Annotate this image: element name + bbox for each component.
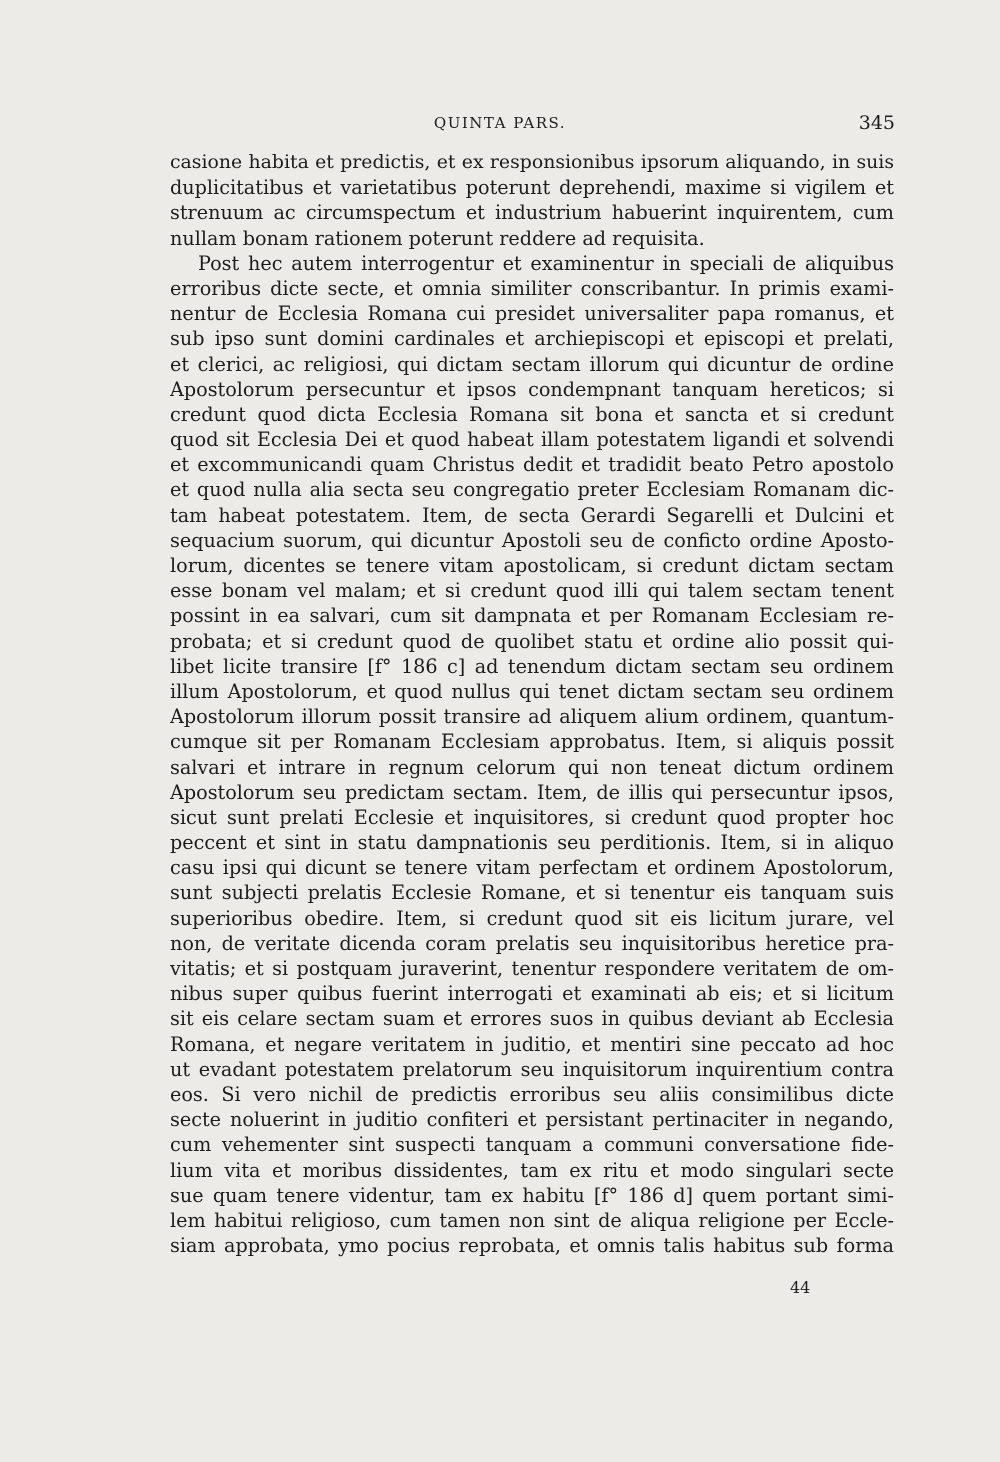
running-title: QUINTA PARS. bbox=[433, 114, 567, 132]
text-line: superioribus obedire. Item, si credunt quod sit eis licitum jurare, vel bbox=[170, 906, 894, 930]
signature-mark: 44 bbox=[790, 1278, 811, 1297]
text-line: peccent et sint in statu dampnationis seu perditionis. Item, si in aliquo bbox=[170, 831, 894, 855]
text-line: sequacium suorum, qui dicuntur Apostoli seu de conficto ordine Aposto- bbox=[170, 528, 894, 552]
text-line: lem habitui religioso, cum tamen non sint de aliqua religione per Eccle- bbox=[170, 1208, 894, 1232]
text-line: erroribus dicte secte, et omnia similiter conscribantur. In primis exami- bbox=[170, 276, 894, 300]
text-line: illum Apostolorum, et quod nullus qui tenet dictam sectam seu ordinem bbox=[170, 679, 894, 703]
text-line: esse bonam vel malam; et si credunt quod illi qui talem sectam tenent bbox=[170, 579, 894, 603]
text-line: et clerici, ac religiosi, qui dictam sectam illorum qui dicuntur de ordine bbox=[170, 352, 894, 376]
text-line: siam approbata, ymo pocius reprobata, et omnis talis habitus sub forma bbox=[170, 1234, 894, 1258]
text-line: secte noluerint in juditio confiteri et persistant pertinaciter in negando, bbox=[170, 1108, 894, 1132]
text-line: eos. Si vero nichil de predictis erroribus seu aliis consimilibus dicte bbox=[170, 1082, 894, 1106]
text-line: libet licite transire [f° 186 c] ad tenendum dictam sectam seu ordinem bbox=[170, 654, 894, 678]
page-number: 345 bbox=[858, 112, 895, 134]
text-line: ut evadant potestatem prelatorum seu inquisitorum inquirentium contra bbox=[170, 1057, 894, 1081]
text-line: non, de veritate dicenda coram prelatis seu inquisitoribus heretice pra- bbox=[170, 931, 894, 955]
text-line: sit eis celare sectam suam et errores suos in quibus deviant ab Ecclesia bbox=[170, 1007, 894, 1031]
text-line: Apostolorum persecuntur et ipsos condempnant tanquam hereticos; si bbox=[170, 377, 894, 401]
text-line: Post hec autem interrogentur et examinentur in speciali de aliquibus bbox=[198, 251, 894, 275]
text-line: sub ipso sunt domini cardinales et archiepiscopi et episcopi et prelati, bbox=[170, 327, 894, 351]
text-line: strenuum ac circumspectum et industrium habuerint inquirentem, cum bbox=[170, 201, 894, 225]
text-line: et excommunicandi quam Christus dedit et tradidit beato Petro apostolo bbox=[170, 453, 894, 477]
text-line: cumque sit per Romanam Ecclesiam approbatus. Item, si aliquis possit bbox=[170, 730, 894, 754]
text-line: sue quam tenere videntur, tam ex habitu [f° 186 d] quem portant simi- bbox=[170, 1183, 894, 1207]
text-line: lorum, dicentes se tenere vitam apostolicam, si credunt dictam sectam bbox=[170, 554, 894, 577]
text-line: salvari et intrare in regnum celorum qui non teneat dictum ordinem bbox=[170, 755, 894, 779]
text-line: casione habita et predictis, et ex responsionibus ipsorum aliquando, in suis bbox=[170, 151, 894, 173]
text-line: Apostolorum illorum possit transire ad aliquem alium ordinem, quantum- bbox=[170, 705, 894, 729]
text-line: Apostolorum seu predictam sectam. Item, de illis qui persecuntur ipsos, bbox=[170, 780, 894, 804]
text-line: possint in ea salvari, cum sit dampnata et per Romanam Ecclesiam re- bbox=[170, 604, 894, 628]
text-line: credunt quod dicta Ecclesia Romana sit bona et sancta et si credunt bbox=[170, 402, 894, 426]
text-line: sunt subjecti prelatis Ecclesie Romane, et si tenentur eis tanquam suis bbox=[170, 881, 894, 905]
text-line: casu ipsi qui dicunt se tenere vitam perfectam et ordinem Apostolorum, bbox=[170, 856, 894, 880]
text-line: cum vehementer sint suspecti tanquam a communi conversatione fide- bbox=[170, 1133, 894, 1157]
text-line: nullam bonam rationem poterunt reddere ad requisita. bbox=[170, 226, 705, 250]
text-line: probata; et si credunt quod de quolibet statu et ordine alio possit qui- bbox=[170, 629, 894, 653]
text-line: et quod nulla alia secta seu congregatio preter Ecclesiam Romanam dic- bbox=[170, 478, 894, 502]
text-line: duplicitatibus et varietatibus poterunt deprehendi, maxime si vigilem et bbox=[170, 176, 894, 200]
text-line: nibus super quibus fuerint interrogati et examinati ab eis; et si licitum bbox=[170, 982, 894, 1006]
text-line: Romana, et negare veritatem in juditio, et mentiri sine peccato ad hoc bbox=[170, 1032, 894, 1056]
text-line: lium vita et moribus dissidentes, tam ex ritu et modo singulari secte bbox=[170, 1158, 894, 1182]
text-line: nentur de Ecclesia Romana cui presidet universaliter papa romanus, et bbox=[170, 302, 894, 326]
body-text bbox=[170, 150, 894, 1258]
text-line: sicut sunt prelati Ecclesie et inquisitores, si credunt quod propter hoc bbox=[170, 805, 894, 829]
text-line: tam habeat potestatem. Item, de secta Gerardi Segarelli et Dulcini et bbox=[170, 503, 894, 527]
text-line: quod sit Ecclesia Dei et quod habeat illam potestatem ligandi et solvendi bbox=[170, 428, 894, 452]
text-line: vitatis; et si postquam juraverint, tenentur respondere veritatem de om- bbox=[170, 957, 894, 980]
page-header bbox=[0, 112, 1000, 136]
